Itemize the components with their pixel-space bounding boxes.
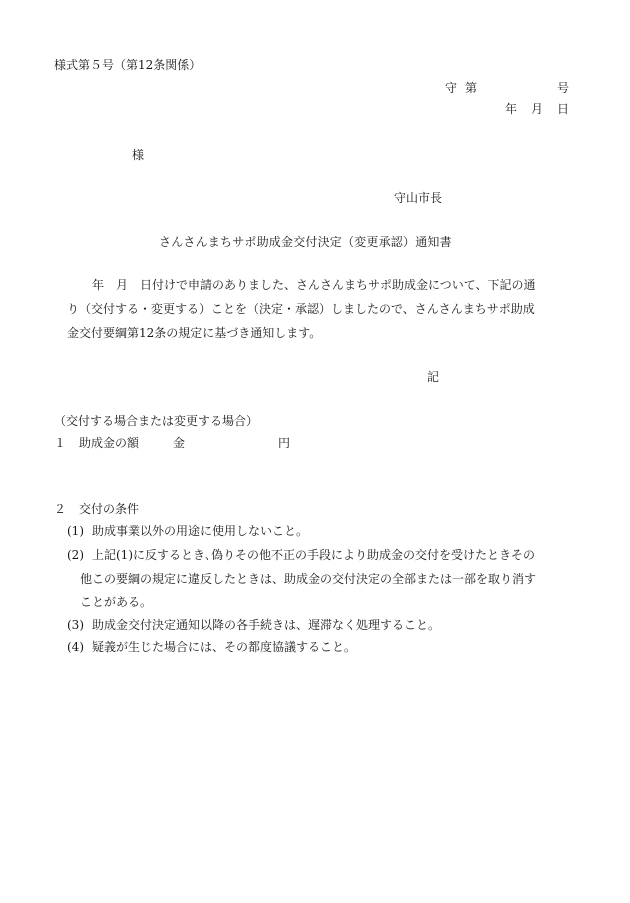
item-2 xyxy=(54,501,139,517)
condition-4-text: 疑義が生じた場合には、その都度協議すること。 xyxy=(92,640,357,654)
item-1 xyxy=(54,435,290,451)
body-line-3: 金交付要綱第12条の規定に基づき通知します。 xyxy=(67,326,322,340)
item-1-label: 助成金の額 xyxy=(79,436,140,450)
form-id: 様式第５号（第12条関係） xyxy=(54,58,202,72)
date-day: 日 xyxy=(557,102,570,116)
item-1-number: １ xyxy=(54,436,67,450)
condition-3-text: 助成金交付決定通知以降の各手続きは、遅滞なく処理すること。 xyxy=(92,618,441,632)
condition-1-num: (1) xyxy=(67,524,84,538)
ki-mark: 記 xyxy=(427,370,440,384)
item-1-kin: 金 xyxy=(173,436,186,450)
doc-number-label: 第 xyxy=(465,81,478,95)
issuer: 守山市長 xyxy=(394,191,443,205)
date-month: 月 xyxy=(531,102,544,116)
condition-4-num: (4) xyxy=(67,640,84,654)
item-2-number: ２ xyxy=(54,502,67,516)
condition-2-line-1: 上記(1)に反するとき､偽りその他不正の手段により助成金の交付を受けたときその xyxy=(92,548,536,562)
doc-number-prefix: 守 xyxy=(445,81,458,95)
item-2-label: 交付の条件 xyxy=(79,502,140,516)
condition-4 xyxy=(67,639,356,655)
addressee: 様 xyxy=(132,148,145,162)
condition-3 xyxy=(67,617,440,633)
document-title: さんさんまちサポ助成金交付決定（変更承認）通知書 xyxy=(159,235,452,249)
condition-2-line-2: 他この要綱の規定に違反したときは、助成金の交付決定の全部または一部を取り消す xyxy=(80,572,537,586)
condition-2-line-3: ことがある。 xyxy=(80,595,153,609)
condition-1-text: 助成事業以外の用途に使用しないこと。 xyxy=(92,524,309,538)
doc-number-suffix: 号 xyxy=(557,81,570,95)
body-line-1: 年 月 日付けで申請のありました、さんさんまちサポ助成金について、下記の通 xyxy=(92,278,536,292)
item-1-yen: 円 xyxy=(278,436,291,450)
condition-3-num: (3) xyxy=(67,618,84,632)
condition-2 xyxy=(67,547,535,563)
condition-1 xyxy=(67,523,308,539)
condition-2-num: (2) xyxy=(67,548,84,562)
body-line-2: り（交付する・変更する）ことを（決定・承認）しましたので、さんさんまちサポ助成 xyxy=(67,302,535,316)
date-year: 年 xyxy=(505,102,518,116)
condition-note: （交付する場合または変更する場合） xyxy=(54,414,259,428)
